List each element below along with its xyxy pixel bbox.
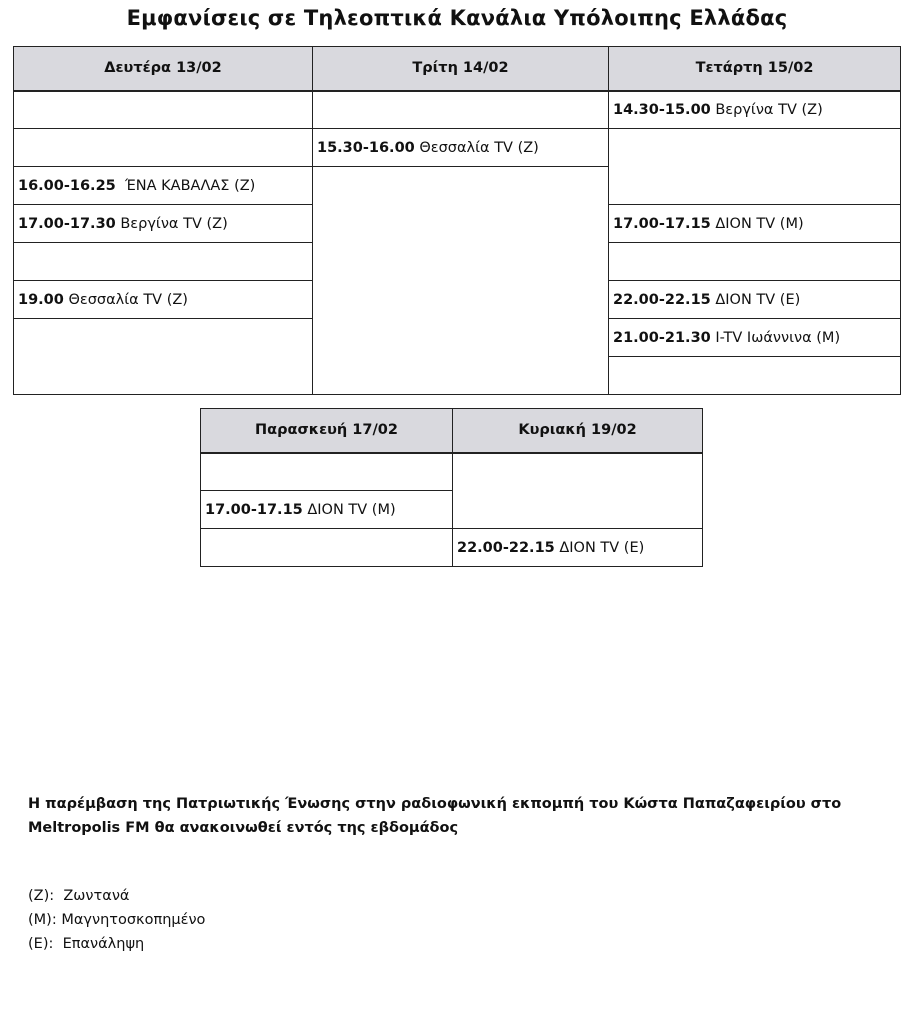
tuesday-empty-cell [313, 167, 609, 395]
header-row [14, 47, 901, 91]
wednesday-empty-cell [609, 357, 901, 395]
header-sunday: Κυριακή 19/02 [453, 409, 703, 453]
monday-empty-cell [14, 91, 313, 129]
table-row [14, 91, 901, 129]
header-wednesday: Τετάρτη 15/02 [609, 47, 901, 91]
monday-entry: 17.00-17.30 Βεργίνα TV (Ζ) [14, 205, 313, 243]
monday-empty-cell [14, 319, 313, 395]
friday-empty-cell [201, 529, 453, 567]
wednesday-entry: 22.00-22.15 ΔΙΟΝ TV (Ε) [609, 281, 901, 319]
table-row [14, 129, 901, 167]
schedule-table-weekend [200, 408, 703, 567]
header-tuesday: Τρίτη 14/02 [313, 47, 609, 91]
header-friday: Παρασκευή 17/02 [201, 409, 453, 453]
legend-item-recorded: (Μ): Μαγνητοσκοπημένο [28, 912, 206, 928]
wednesday-entry: 14.30-15.00 Βεργίνα TV (Ζ) [609, 91, 901, 129]
friday-empty-cell [201, 453, 453, 491]
legend-item-rerun: (Ε): Επανάληψη [28, 936, 145, 952]
monday-entry: 19.00 Θεσσαλία TV (Ζ) [14, 281, 313, 319]
friday-entry: 17.00-17.15 ΔΙΟΝ TV (Μ) [201, 491, 453, 529]
table-row [201, 453, 703, 491]
tuesday-empty-cell [313, 91, 609, 129]
legend [28, 884, 205, 956]
schedule-table-weekdays [13, 46, 901, 395]
sunday-empty-cell [453, 453, 703, 529]
monday-empty-cell [14, 243, 313, 281]
announcement-note: Η παρέμβαση της Πατριωτικής Ένωσης στην ραδιοφωνική εκπομπή του Κώστα Παπαζαφειρίου στο Meltropolis FM θα ανακοινωθεί εντός της εβδομάδος [28, 796, 842, 836]
legend-item-live: (Ζ): Ζωντανά [28, 888, 130, 904]
tuesday-entry: 15.30-16.00 Θεσσαλία TV (Ζ) [313, 129, 609, 167]
page-title: Εμφανίσεις σε Τηλεοπτικά Κανάλια Υπόλοιπης Ελλάδας [126, 6, 788, 30]
monday-entry: 16.00-16.25 ΈΝΑ ΚΑΒΑΛΑΣ (Ζ) [14, 167, 313, 205]
wednesday-empty-cell [609, 129, 901, 205]
monday-empty-cell [14, 129, 313, 167]
sunday-entry: 22.00-22.15 ΔΙΟΝ TV (Ε) [453, 529, 703, 567]
wednesday-empty-cell [609, 243, 901, 281]
wednesday-entry: 17.00-17.15 ΔΙΟΝ TV (Μ) [609, 205, 901, 243]
header-row [201, 409, 703, 453]
header-monday: Δευτέρα 13/02 [14, 47, 313, 91]
wednesday-entry: 21.00-21.30 I-TV Ιωάννινα (Μ) [609, 319, 901, 357]
